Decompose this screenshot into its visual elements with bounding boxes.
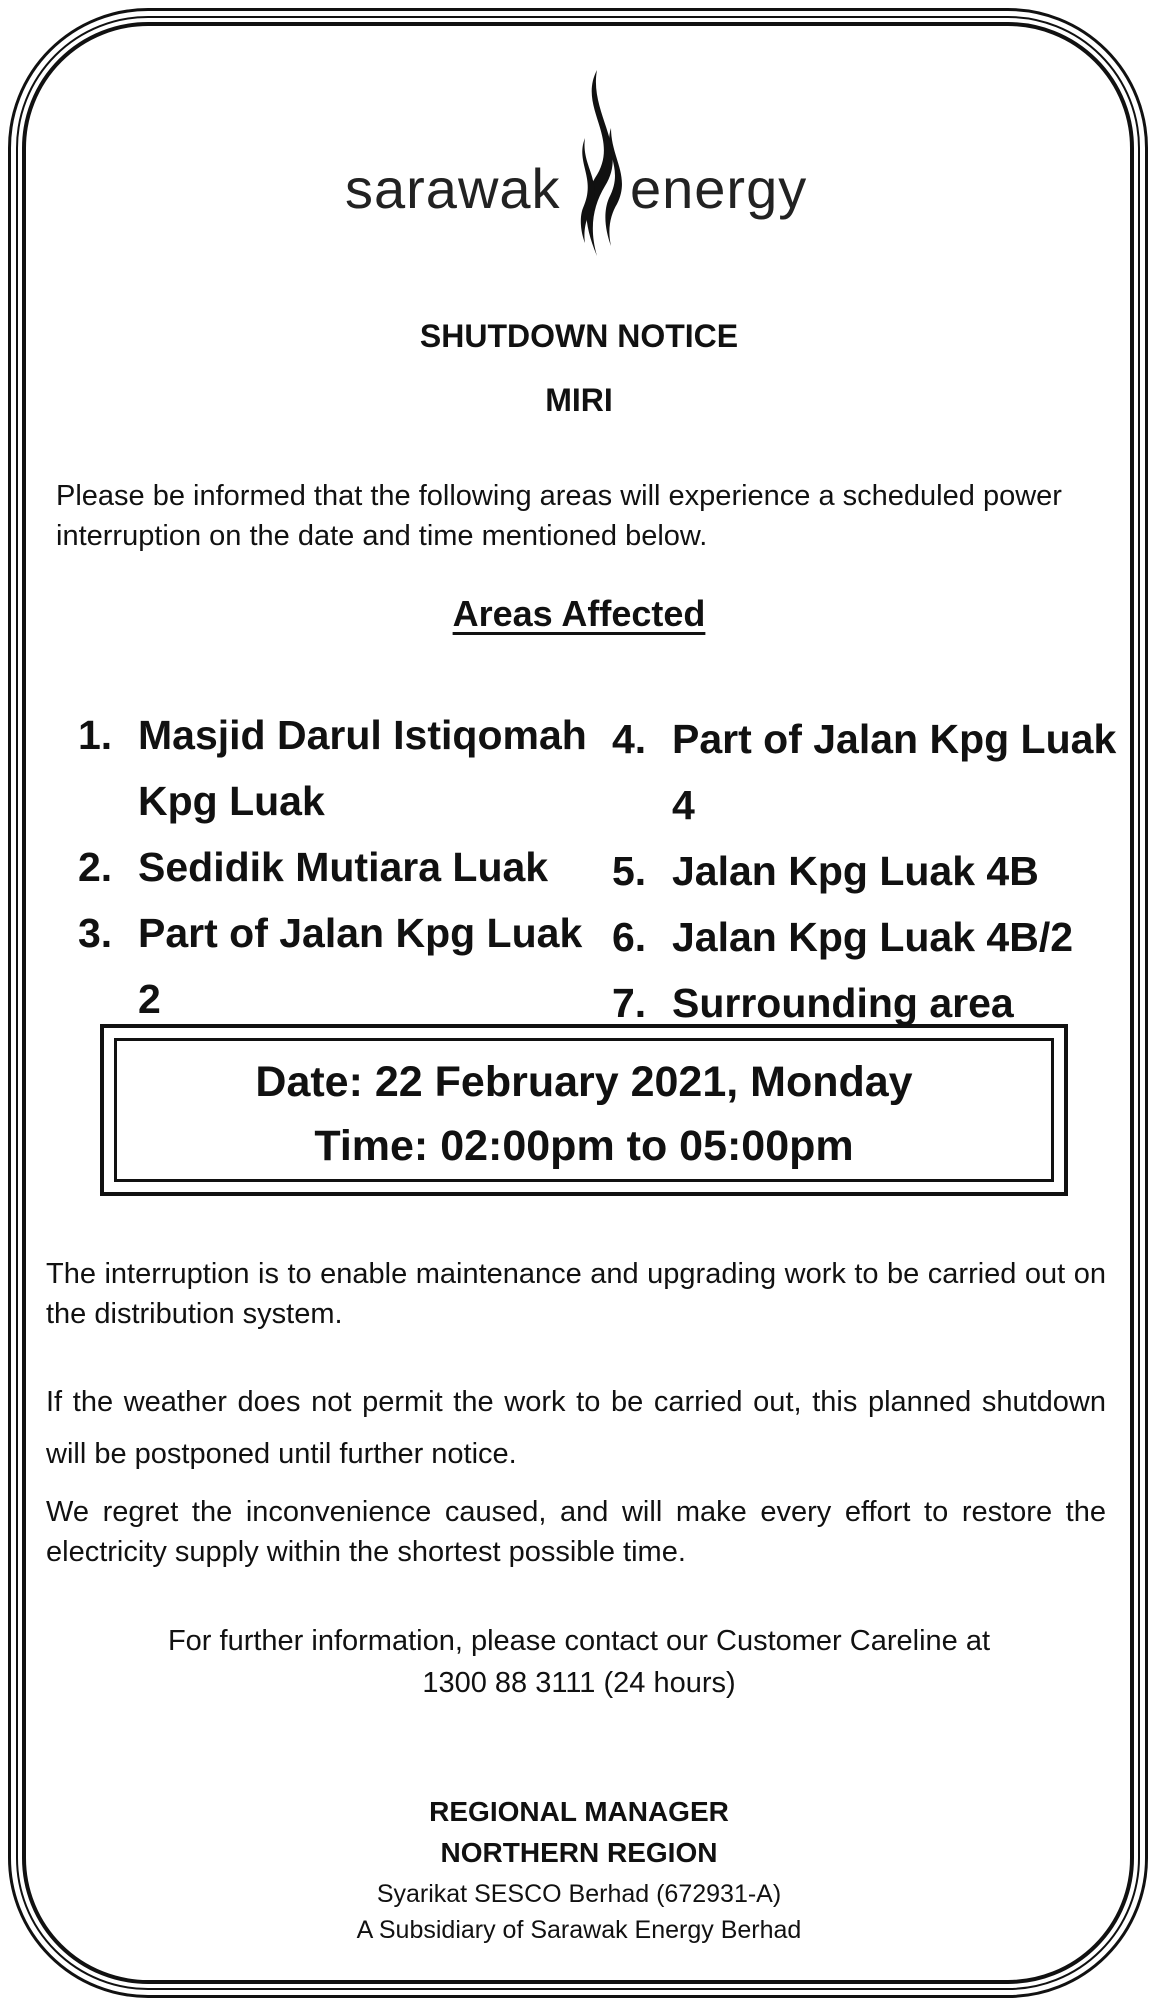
weather-paragraph: If the weather does not permit the work to be carried out, this planned shutdown will be postponed until further notice. xyxy=(46,1386,1106,1470)
areas-list-left xyxy=(78,702,598,1032)
item-text: Sedidik Mutiara Luak xyxy=(138,844,549,890)
item-text: Jalan Kpg Luak 4B xyxy=(672,848,1039,894)
item-number: 2. xyxy=(78,844,113,890)
list-item xyxy=(612,838,1132,904)
logo-word-energy: energy xyxy=(630,157,808,220)
item-text: Part of Jalan Kpg Luak 4 xyxy=(672,716,1117,828)
item-number: 3. xyxy=(78,910,113,956)
schedule-date: Date: 22 February 2021, Monday xyxy=(255,1058,913,1106)
list-item xyxy=(612,904,1132,970)
item-number: 5. xyxy=(612,848,647,894)
list-item xyxy=(78,834,598,900)
contact-info xyxy=(0,1620,1158,1704)
areas-heading-text: Areas Affected xyxy=(452,593,706,634)
notice-location: MIRI xyxy=(545,382,613,418)
contact-line: For further information, please contact our Customer Careline at xyxy=(167,1625,991,1657)
schedule-box xyxy=(100,1024,1068,1196)
list-item xyxy=(612,706,1132,838)
logo-word-sarawak: sarawak xyxy=(345,157,561,220)
schedule-time: Time: 02:00pm to 05:00pm xyxy=(314,1122,854,1170)
signature-region: NORTHERN REGION xyxy=(440,1837,718,1868)
item-text: Surrounding area xyxy=(672,980,1014,1026)
item-text: Part of Jalan Kpg Luak 2 xyxy=(138,910,583,1022)
item-text: Masjid Darul Istiqomah Kpg Luak xyxy=(138,712,587,824)
reason-paragraph: The interruption is to enable maintenance and upgrading work to be carried out on the distribution system. xyxy=(46,1258,1106,1330)
regret-paragraph: We regret the inconvenience caused, and will make every effort to restore the electricity supply within the shortest possible time. xyxy=(46,1496,1106,1568)
intro-paragraph: Please be informed that the following areas will experience a scheduled power interruption on the date and time mentioned below. xyxy=(56,480,1062,552)
item-number: 1. xyxy=(78,712,113,758)
item-number: 6. xyxy=(612,914,647,960)
list-item xyxy=(78,900,598,1032)
item-number: 4. xyxy=(612,716,647,762)
careline-number: 1300 88 3111 (24 hours) xyxy=(422,1667,736,1699)
sarawak-energy-logo xyxy=(345,68,825,268)
item-number: 7. xyxy=(612,980,647,1026)
flame-icon xyxy=(567,68,627,258)
areas-list-right xyxy=(612,706,1132,1036)
areas-heading xyxy=(0,593,1158,635)
signature-company: Syarikat SESCO Berhad (672931-A) xyxy=(376,1880,782,1908)
item-text: Jalan Kpg Luak 4B/2 xyxy=(672,914,1074,960)
notice-title: SHUTDOWN NOTICE xyxy=(419,318,739,354)
schedule-text xyxy=(104,1050,1064,1178)
signature-parent: A Subsidiary of Sarawak Energy Berhad xyxy=(356,1916,802,1944)
list-item xyxy=(78,702,598,834)
signature-role: REGIONAL MANAGER xyxy=(429,1796,729,1827)
